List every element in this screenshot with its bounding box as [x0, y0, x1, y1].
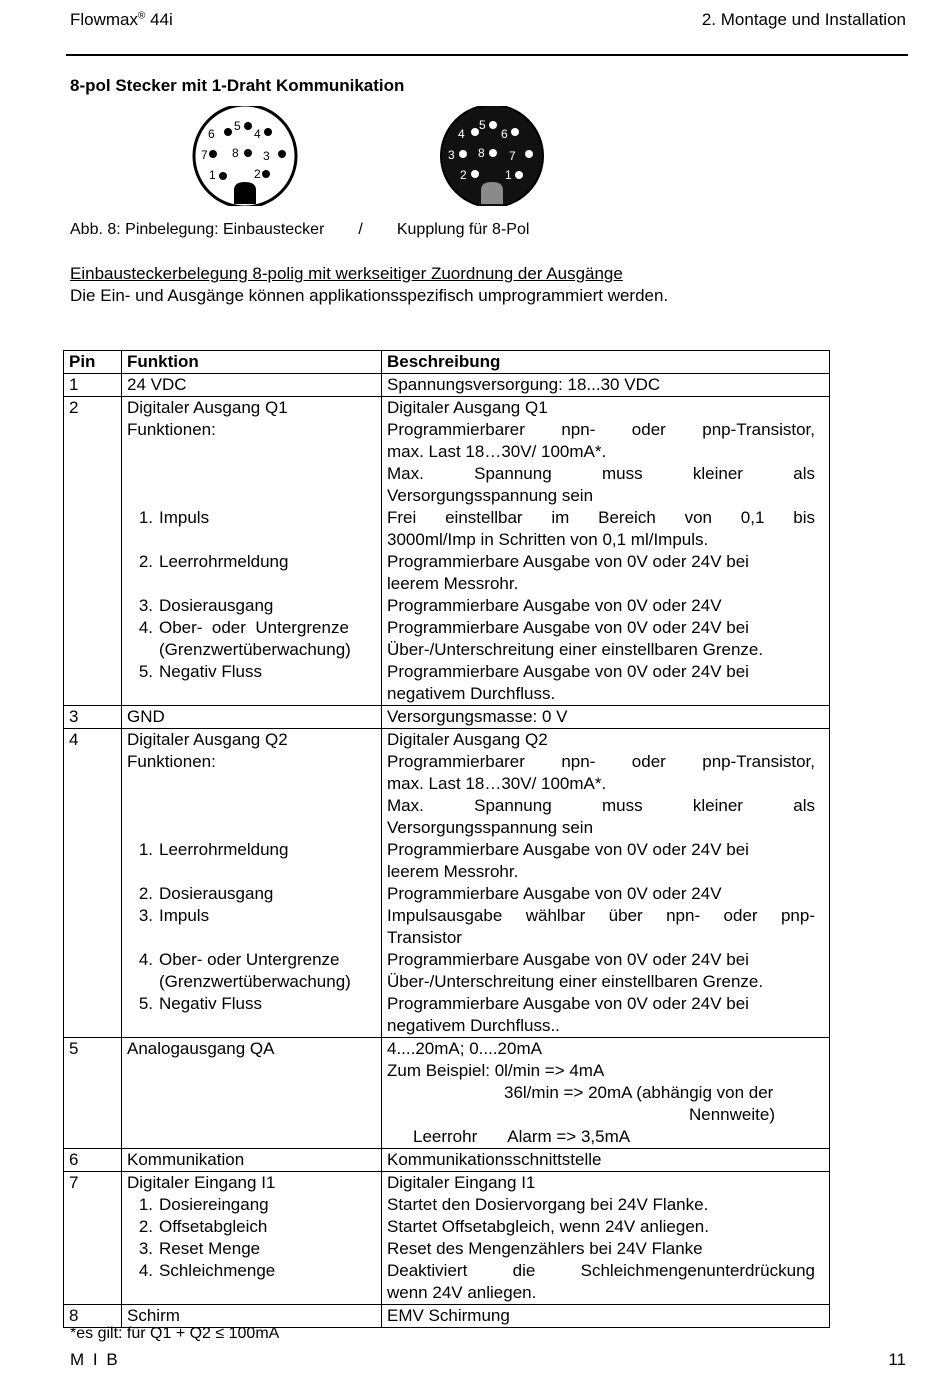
list-item: 2. Dosierausgang [138, 884, 274, 903]
einbau-pin-label: 6 [208, 127, 215, 141]
list-item: 5. Negativ Fluss [138, 662, 262, 681]
table-row [64, 397, 830, 706]
pin-number: 4 [64, 729, 122, 1038]
einbaustecker-diagram [190, 106, 300, 206]
pin-beschreibung: Kommunikationsschnittstelle [382, 1149, 830, 1172]
pin-beschreibung: 4....20mA; 0....20mA Zum Beispiel: 0l/min => 4mA 36l/min => 20mA (abhängig von der Nennweite) Leerrohr Alarm => 3,5mA [382, 1038, 830, 1149]
pin-number: 6 [64, 1149, 122, 1172]
einbau-pin-label: 3 [263, 149, 270, 163]
table-row [64, 729, 830, 1038]
pin-number: 2 [64, 397, 122, 706]
pin-beschreibung: Spannungsversorgung: 18...30 VDC [382, 374, 830, 397]
list-item: 2. Offsetabgleich [138, 1217, 268, 1236]
list-item: 5. Negativ Fluss [138, 994, 262, 1013]
table-row [64, 1149, 830, 1172]
pin-beschreibung: Digitaler Ausgang Q2 Programmierbarer npn- oder pnp-Transistor, max. Last 18…30V/ 100mA*. Max. Spannung muss kleiner als Versorgungsspannung sein Programmierbare Ausgabe von 0V oder 24V bei leerem Messrohr. Programmierbare Ausgabe von 0V oder 24V Impulsausgabe wählbar über npn- oder pnp- Transistor Programmierbare Ausgabe von 0V oder 24V bei Über-/Unterschreitung einer einstellbaren Grenze. Programmierbare Ausgabe von 0V oder 24V bei negativem Durchfluss.. [382, 729, 830, 1038]
figure-caption: Abb. 8: Pinbelegung: Einbaustecker / Kupplung für 8-Pol [70, 221, 530, 238]
pin-funktion: GND [122, 706, 382, 729]
pin-funktion: Digitaler Ausgang Q2 Funktionen: 1. Leerrohrmeldung 2. Dosierausgang 3. Impuls 4. Ober- oder Untergrenze (Grenzwertüberwachung) 5. Negativ Fluss [122, 729, 382, 1038]
pin-funktion: Digitaler Eingang I1 1. Dosiereingang 2. Offsetabgleich 3. Reset Menge 4. Schleichmenge [122, 1172, 382, 1305]
list-item: 1. Dosiereingang [138, 1195, 269, 1214]
table-header-row [64, 351, 830, 374]
pin-number: 5 [64, 1038, 122, 1149]
intro-paragraph: Die Ein- und Ausgänge können applikationsspezifisch umprogrammiert werden. [70, 286, 669, 305]
kupplung-pin-label: 6 [501, 127, 508, 141]
table-row [64, 1038, 830, 1149]
list-item: 4. Ober- oder Untergrenze [138, 950, 340, 969]
einbau-pin-label: 2 [254, 167, 261, 181]
table-row [64, 1172, 830, 1305]
list-item: 1. Impuls [138, 508, 210, 527]
einbau-pin-label: 4 [254, 127, 261, 141]
list-item: 4. Schleichmenge [138, 1261, 276, 1280]
list-item: 3. Dosierausgang [138, 596, 274, 615]
subheading: Einbausteckerbelegung 8-polig mit werkseitiger Zuordnung der Ausgänge [70, 264, 623, 283]
kupplung-pin-label: 3 [448, 148, 455, 162]
pin-beschreibung: EMV Schirmung [382, 1305, 830, 1328]
list-item: 3. Reset Menge [138, 1239, 261, 1258]
pin-beschreibung: Versorgungsmasse: 0 V [382, 706, 830, 729]
kupplung-pin-label: 1 [505, 168, 512, 182]
pin-number: 3 [64, 706, 122, 729]
einbau-pin-label: 5 [234, 119, 241, 133]
pin-funktion: Analogausgang QA [122, 1038, 382, 1149]
header-funktion: Funktion [122, 351, 382, 374]
footnote: *es gilt: für Q1 + Q2 ≤ 100mA [70, 1325, 280, 1342]
einbau-pin-label: 8 [232, 146, 239, 160]
pin-number: 1 [64, 374, 122, 397]
section-title: 8-pol Stecker mit 1-Draht Kommunikation [70, 76, 405, 95]
einbau-pin-label: 7 [201, 148, 208, 162]
pin-funktion: Kommunikation [122, 1149, 382, 1172]
pin-beschreibung: Digitaler Ausgang Q1 Programmierbarer npn- oder pnp-Transistor, max. Last 18…30V/ 100mA*. Max. Spannung muss kleiner als Versorgungsspannung sein Frei einstellbar im Bereich von 0,1 bis 3000ml/Imp in Schritten von 0,1 ml/Impuls. Programmierbare Ausgabe von 0V oder 24V bei leerem Messrohr. Programmierbare Ausgabe von 0V oder 24V Programmierbare Ausgabe von 0V oder 24V bei Über-/Unterschreitung einer einstellbaren Grenze. Programmierbare Ausgabe von 0V oder 24V bei negativem Durchfluss. [382, 397, 830, 706]
kupplung-pin-label: 2 [460, 168, 467, 182]
pin-funktion: Digitaler Ausgang Q1 Funktionen: 1. Impuls 2. Leerrohrmeldung 3. Dosierausgang 4. Ober- oder Untergrenze (Grenzwertüberwachung) 5. Negativ Fluss [122, 397, 382, 706]
table-row [64, 374, 830, 397]
kupplung-diagram [437, 106, 547, 206]
pin-number: 8 [64, 1305, 122, 1328]
list-item: 3. Impuls [138, 906, 210, 925]
list-item: 4. Ober- oder Untergrenze [138, 618, 349, 637]
einbau-pin-label: 1 [209, 168, 216, 182]
pin-funktion: 24 VDC [122, 374, 382, 397]
pin-number: 7 [64, 1172, 122, 1305]
kupplung-pin-label: 7 [509, 149, 516, 163]
header-rule [66, 54, 908, 56]
table-row [64, 706, 830, 729]
header-product: Flowmax® 44i [70, 10, 173, 29]
kupplung-pin-label: 8 [478, 146, 485, 160]
pin-table [63, 350, 830, 1328]
page-number: 11 [888, 1350, 906, 1369]
header-beschreibung: Beschreibung [382, 351, 830, 374]
footer-company: M I B [70, 1350, 120, 1369]
list-item: 2. Leerrohrmeldung [138, 552, 289, 571]
kupplung-pin-label: 4 [458, 127, 465, 141]
header-chapter: 2. Montage und Installation [701, 10, 906, 29]
kupplung-pin-label: 5 [479, 118, 486, 132]
pin-beschreibung: Digitaler Eingang I1 Startet den Dosiervorgang bei 24V Flanke. Startet Offsetabgleich, wenn 24V anliegen. Reset des Mengenzählers bei 24V Flanke Deaktiviert die Schleichmengenunterdrückung wenn 24V anliegen. [382, 1172, 830, 1305]
header-pin: Pin [64, 351, 122, 374]
registered-mark: ® [138, 10, 146, 22]
list-item: 1. Leerrohrmeldung [138, 840, 289, 859]
pin-funktion: Schirm [122, 1305, 382, 1328]
